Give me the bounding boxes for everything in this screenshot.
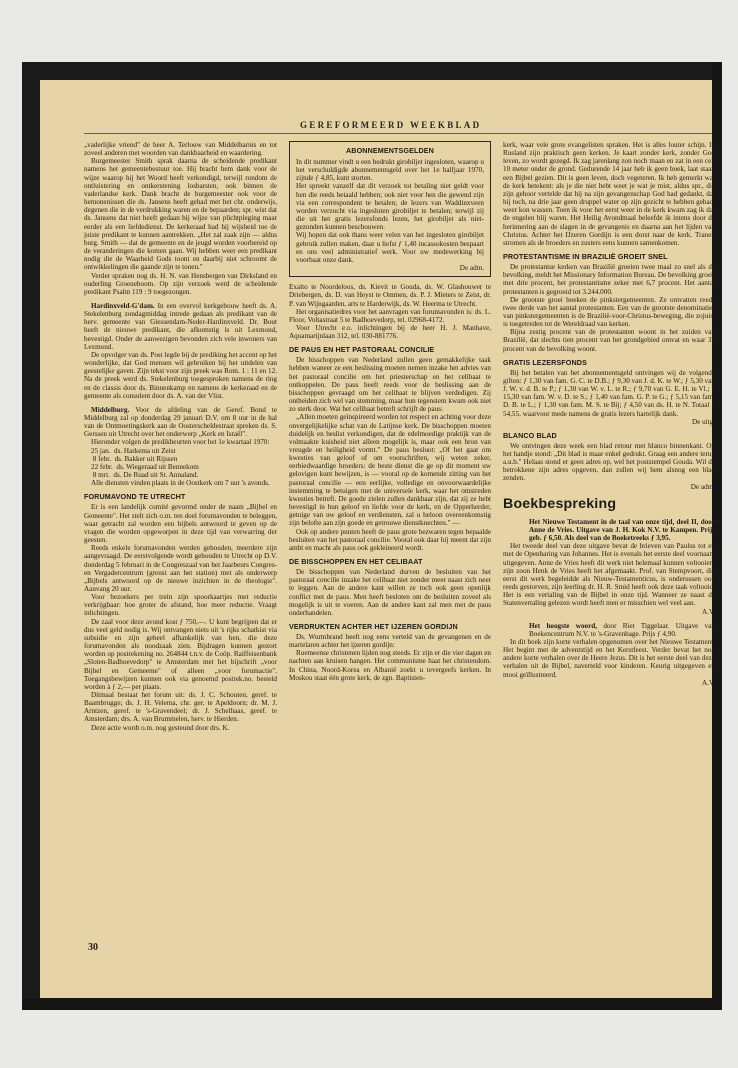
place-name: Hardinxveld-G'dam. [91, 301, 155, 310]
column-3 [503, 141, 715, 953]
scan-border-left [22, 62, 40, 1010]
schedule-line: 22 febr. ds. Wiegeraad uit Bennekom [91, 462, 199, 471]
paragraph: Voor Utrecht e.o. inlichtingen bij de heer H. J. Manhave, Aquamarijnlaan 312, tel. 030-881776. [289, 323, 491, 341]
paragraph: Burgemeester Smith sprak daarna de scheidende predikant namens het gemeentebestuur toe. Hij bracht hem dank voor de wijze waarop hij het Woord heeft verkondigd, terwijl rondom de ontluistering en ontkerstening losbarsten, ook binnen de vaderlandse kerk. Dank bracht de burgemeester ook voor de hemonenissen die ds. Jansens heeft gehad met het chr. onderwijs, degenen die in de verdrukking waren en de bepaarden; spr. wist dat ds. Jansens dat niet heeft gedaan bij wijze van plichtpleging maar eerder als een liefdedienst. De kerkeraad had hij wijsheid toe de juiste predikant te kunnen aantrekken. „Het zal zaak zijn — aldus burg. Smith — dat de gemeente en de jeugd worden voorbereid op de veranderingen die komen gaan. Wij hebben weer een predikant nodig die de Waarheid Gods toont en daarbij niet schroomt de ontwikkelingen die gaande zijn te tonen." [84, 157, 277, 272]
header-rule [84, 133, 712, 134]
paragraph: De bisschoppen van Nederland durven de besluiten van het pastoraal concilie inzake het celibaat niet zonder meer naast zich neer te leggen. Aan de andere kant willen ze toch ook geen openlijk conflict met de paus. Men heeft besloten om de besluiten zoveel als mogelijk is uit te voeren. Aan de andere kant zal men met de paus onderhandelen. [289, 568, 491, 617]
paragraph: Het organisatiedres voor het aanvragen van forumavonden is: ds. L. Floor, Voltastraat 5 te Badhoevedorp, tel. 02968-4172. [289, 307, 491, 324]
signature: De adm. [459, 264, 484, 273]
schedule-line: 25 jan. ds. Harkema uit Zeist [91, 446, 176, 455]
paragraph: Reeds enkele forumavonden werden gehouden, meerdere zijn aangevraagd. De eerstvolgende wordt gehouden te Utrecht op D.V. donderdag 5 februari in de Congreszaal van het Jaarbeurs Congres- en Vergadercentrum (grenst aan het station) met als onderwerp „Bijbels antwoord op de nieuwe inzichten in de theologie". Aanvang 20 uur. [84, 544, 277, 593]
page-number: 30 [88, 942, 98, 953]
paragraph: Roemeense christenen lijden nog steeds. Er zijn er die vier dagen en nachten aan kruisen hangen. Het communisme haat het christendom. In China, Noord-Korea en Albanië zoekt u tevergeefs kerken. In Moskou staat één grote kerk, de zgn. Baptisten- [289, 649, 491, 682]
section-heading: PROTESTANTISME IN BRAZILIË GROEIT SNEL [503, 252, 668, 262]
paragraph: De bisschoppen van Nederland zullen geen gemakkelijke taak hebben waneer ze een beslissing moeten nemen inzake het advies van het pastoraal concilie om het priesterschap en het celibaat te ontkoppelen. De paus heeft reeds voor de beslissing aan de bisschoppen gevraagd om het celibaat te blijven verdedigen. Zij ontheiden zich wel van stemming, maar hun tegenstem kwam ook niet zo sterk door. Wat het celibaat betreft schrijft de paus: [289, 356, 491, 414]
news-item-hardinxveld [84, 302, 277, 351]
book-title: Het hoogste woord, [529, 621, 598, 630]
paragraph: Verder spraken nog ds. H. N. van Hensbergen van Dirksland en ouderling Groeneboom. Op zijn verzoek werd de scheidende predikant Psalm 119 : 9 toegezongen. [84, 271, 277, 296]
book-meta: door Riet Tiggelaar. Uitgave van Boekencentrum N.V. te 's-Gravenhage. Prijs ƒ 4,90. [529, 621, 715, 638]
paragraph: Bij het betalen van het abonnementsgeld ontvingen wij de volgende giften: ƒ 1,30 van fam. G. C. te D.B.; ƒ 9,30 van J. d. K. te W.; ƒ 5,30 van J. W. v. d. B. te P.; ƒ 1,30 van W. v. L. te R.; ƒ 9,70 van G. E. H. te Vl.; ƒ 15,30 van fam. W. v. D. te S.; ƒ 1,40 van fam. G. P. te G.; ƒ 5,15 van fam. D. B. te L.; ƒ 1,30 van fam. M. S. te Bij; ƒ 4,50 van ds. H. te N. Totaal ƒ 54,55, waarvoor mede namens de gratis lezers hartelijk dank. [503, 368, 715, 418]
column-1 [84, 141, 277, 949]
paragraph: De protestantse kerken van Brazilië groeien twee maal zo snel als de bevolking, meldt het Missionary Information Bureau. De bevolking groeit met drie procent, het protestantisme zeker met 6,7 procent. Het aantal protestanten is gegroeid tot 3.244.000. [503, 263, 715, 296]
news-text: Voor de afdeling van de Geref. Bond te Middelburg zal op donderdag 29 januari D.V. om 8 uur in de hal van de Ontmoetingskerk aan de Oosterscheldestraat spreken ds. S. Gerssen uit Utrecht over het onderwerp „Kerk en Israël". [84, 405, 277, 439]
paragraph: „vaderlijke vriend" de heer A. Terlouw van Middelharnis en tot zoveel anderen met woorden van dankbaarheid en waardering. [84, 141, 277, 158]
signature: A.V. [702, 678, 715, 687]
paragraph: In dit boek zijn korte verhalen opgenomen over het Nieuwe Testament. Het begint met de adventstijd en het Kerstfeest. Verder bevat het nog andere korte verhalen over de Heere Jezus. Dit is het eerste deel van deze verhalen uit de Bijbel, naverteld voor kinderen. Keurig uitgegeven en mooi geïllustreerd. [503, 637, 715, 679]
place-name: Middelburg. [91, 405, 130, 414]
paragraph: De opvolger van ds. Post legde bij de prediking het accent op het wonderlijke, dat God mensen wil gebruiken bij het uitdelen van geestelijke gaven. Zijn tekst voor zijn preek was Rom. 1 : 11 en 12. Na de preek werd ds. Stekelenburg toegesproken namens de ring en de classis door ds. Binnenkamp en namens de kerkeraad en de gemeente als consulent door ds. A. van der Vlist. [84, 350, 277, 400]
paragraph: Voor bezoekers per trein zijn spoorkaartjes met reductie verkrijgbaar: hoe groter de afstand, hoe meer reductie. Vraagt inlichtingen. [84, 593, 277, 618]
paragraph: Het spreekt vanzelf dat dit verzoek tot betaling niet geldt voor hen die reeds betaald hebben; ook niet voor hen die gewend zijn via een correspondent te betalen; de lezers van Waddinxveen worden verzocht via ingesloten girobiljet te betalen; terwijl zij die uit het gratis lezersfonds lezen, het girobiljet als niet-gezonden kunnen beschouwen. [296, 182, 484, 232]
news-item-middelburg [84, 406, 277, 439]
section-title-boekbespreking: Boekbespreking [503, 495, 617, 512]
book-entry-2 [503, 622, 715, 638]
section-heading: DE BISSCHOPPEN EN HET CELIBAAT [289, 557, 423, 567]
book-entry-1 [503, 518, 715, 542]
paragraph: De zaal voor deze avond kost ƒ 750,—. U kunt begrijpen dat er dus veel geld nodig is. Wij ontvangen niets uit 's rijks schatkist via subsidie en zijn geheel afhankelijk van hen, die deze forumavonden als noodzaak zien. Bijdragen kunnen gestort worden op postrekening no. 264844 t.n.v. de Coöp. Raiffeisenbank „Sloten-Badhoevedorp" te Amsterdam met het bijschrift „voor Bijbel en Gemeente" of alleen „voor forumactie". Toegangsbewijzen kunnen ook via genoemd postrek.no. besteld worden à ƒ 2,— per plaats. [84, 617, 277, 691]
paragraph: kerk, waar vele grote evangelisten spraken. Het is alles louter schijn. In Rusland zijn praktisch geen kerken. Je kaart zonder kerk, zonder God leven, zo wordt gezegd. Ik zag jarenlang zon noch maan en zat in een cel, 10 meter onder de grond. Gedurende 14 jaar heb ik geen boek, laat staan een Bijbel gezien. Dit is geen leven, doch vegeteren. Ik heb gemerkt wat de kerk betekent: als je die niet hebt weet je wat je mist, aldus spr., die zijn gehoor vertelde dat hij na zijn gevangenschap God had gedankt, dat hij toch, na drie jaar geen druppel water op zijn gezicht te hebben gehad, weer kon wassen. Toen ik voor het eerst weer in de kerk kwam zag ik dat de engelen blij waren. Het Heilig Avondmaal beleefde ik intens door de herinnering aan de slagen in de gevangenis en daarna aan het lijden van Christus. Achter het IJzeren Gordijn is een dorst naar de kerk. Tranen stromen als de broeders en zusters eens kunnen samenkomen. [503, 141, 715, 247]
paragraph: Alle diensten vinden plaats in de Oostkerk om 7 uur 's avonds. [91, 479, 270, 488]
section-heading: VERDRUKTEN ACHTER HET IJZEREN GORDIJN [289, 621, 458, 631]
paragraph: Er is een landelijk comité gevormd onder de naam „Bijbel en Gemeente". Het stelt zich o.m. ten doel forumavonden te beleggen, waar getracht zal worden een bijbels antwoord te geven op de vragen die worden opgeworpen in deze tijd van verwarring der geesten. [84, 503, 277, 545]
signature: De uitg. [691, 417, 715, 426]
paragraph: De grootste groei hoeken de pinkstergemeenten. Ze omvatten reeds twee derde van het aantal protestanten. Een van de grootste denominaties van pinkstergemeenten is de Braziliё-voor-Christus-beweging, die zojuist is toegetreden tot de Wereldraad van kerken. [503, 295, 715, 329]
section-heading: GRATIS LEZERSFONDS [503, 357, 587, 367]
paragraph: Ds. Wurmbrand heeft nog eens verteld van de gevangenen en de martelaren achter het ijzeren gordijn: [289, 632, 491, 650]
book-meta: deel II, door Anne de Vries. Uitgave van J. H. Kok N.V. te Kampen. Prijs geb. ƒ 6,50. Als deel van de Boeketreeks ƒ 3,95. [529, 517, 715, 543]
schedule-line: 8 febr. ds. Bakker uit Rijssen [91, 454, 178, 463]
paragraph: Hieronder volgen de predikbeurten voor het 1e kwartaal 1970: [91, 438, 270, 447]
paragraph: Ook op andere punten heeft de paus grote bezwaren tegen bepaalde besluiten van het pastoraal concilie. Vooral ook daar hij meent dat zijn ambt en macht als paus ook gekleineerd wordt. [289, 527, 491, 552]
scan-border-bottom [22, 998, 722, 1010]
schedule-line: 8 mrt. ds. De Ruad uit St. Annaland. [91, 471, 199, 480]
paragraph: We ontvingen deze week een blad retour met blanco binnenkant. Op het handje stond: „Dit blad is maar enkel gedrukt. Graag een andere terug a.u.b." Helaas stond er geen adres op, wel het poststempel Gouda. Wil de betrokkene zijn adres opgeven, dan zullen wij hem alsnog een blad zenden. [503, 441, 715, 483]
signature: A.V. [702, 607, 715, 616]
paragraph: In dit nummer vindt u een bedrukt girobiljet ingesloten, waarop u het verschuldigde abonnementsgeld over het 1e halfjaar 1970, zijnde ƒ 4,85, kunt storten. [296, 158, 484, 183]
notice-box-abonnementsgelden [289, 141, 491, 277]
paragraph: Wij hopen dat ook thans weer velen van het ingesloten girobiljet gebruik zullen maken, daar u liefst ƒ 1,40 incassokosten bespaart en ons veel administratief werk. Voor uw medewerking bij voorbaat onze dank. [296, 231, 484, 264]
paragraph: Deze actie wordt o.m. nog gesteund door drs. K. [91, 723, 230, 732]
section-heading: DE PAUS EN HET PASTORAAL CONCILIE [289, 345, 435, 355]
running-head: GEREFORMEERD WEEKBLAD [300, 120, 482, 130]
news-text: In een overvol kerkgebouw heeft ds. A. Stekelenburg zondagmiddag intrede gedaan als predikant van de herv. gemeente van Giessendam-Neder-Hardinxveld. Dr. Bout heeft de nieuwe predikant, die afkomstig is uit Lexmond, bevestigd. Onder de aanwezigen bevonden zich vele inwoners van Lexmond. [84, 301, 277, 351]
section-heading: FORUMAVOND TE UTRECHT [84, 492, 186, 502]
paragraph: Bijna zestig procent van de protestanten woont in het zuiden van Brazilië, dat slechts tien procent van het grondgebied omvat en waar 37 procent van de bevolking woont. [503, 328, 715, 353]
paragraph: Het tweede deel van deze uitgave bevat de brieven van Paulus tot en met de Openbaring van Johannes. Het is evenals het eerste deel voornaam uitgegeven. Anne de Vries heeft dit werk niet helemaal kunnen voltooien, zijn zoon Henk de Vries heeft het afgemaakt. Prof. van Stempvoort, die eerst dit werk begeleidde als Nieuw-Testamenticus, is onderussen ook reeds gestorven, zijn leerling dr. H. R. Smid heeft ook deze taak voltooid. Het is een vertaling van de Bijbel in onze tijd. Wanneer ze naast de Statenvertaling gelezen wordt heeft men er misschien wel veel aan. [503, 542, 715, 608]
paragraph: Ditmaal bestaat het forum uit: ds. J. C. Schouten, geref. te Baambrugge; ds. J. H. Velema, chr. ger. te Apeldoorn; dr. M. J. Arntzen, geref. te 's-Gravendeel; dr. J. Schelhaas, geref. te Amsterdam; drs. A. van Brummelen, herv. te Hierden. [84, 691, 277, 724]
paragraph: Exalto te Noordeloos, ds. Kievit te Gouda, ds. W. Glashouwer te Driebergen, ds. D. van Heyst te Ommen, ds. P. J. Mieters te Zeist, dr. P. van Wijngaarden, arts te Harderwijk, ds. W. Heerma te Utrecht. [289, 283, 491, 308]
box-heading: ABONNEMENTSGELDEN [346, 146, 434, 155]
book-title: Het Nieuwe Testament in de taal van onze tijd, [529, 517, 675, 526]
column-2 [289, 141, 491, 953]
section-heading: BLANCO BLAD [503, 430, 557, 440]
signature: De adm. [690, 482, 715, 491]
paragraph: „Allen moeten geïnspireerd worden tot respect en achting voor deze onvergelijkelijke schat van de Latijnse kerk. De bisschoppen moeten duidelijk en beslist verkondigen, dat de edelmoedige praktijk van de volmaakte kuisheid niet alleen mogelijk is, maar ook een bron van vreugde en heiligheid vormt." De paus besluot: „Of het gaat om kwesties van geloof of om voorschriften, wij weten zeker, eerbiedwaardige broeders: de beste dienst die ge op dit moment uw gelovigen kunt bewijzen, is — vooral op de komende zitting van het pastoraal concilie — een eerlijke, volledige en onvoorwaardelijke instemming te betuigen met de universele kerk, waar het omstreden kwesties betreft. De goede zielen zullen dankbaar zijn, dat zij ze hebt bevestigd in hun geloof en liefde voor de kerk, en de Opperherder, getuige van uw geloof en verdiensten, zal u beloon overeenkomstig zijn belofte aan zijn goede en getrouwe dienstknechten." — [289, 413, 491, 528]
scan-border-top [22, 62, 722, 80]
